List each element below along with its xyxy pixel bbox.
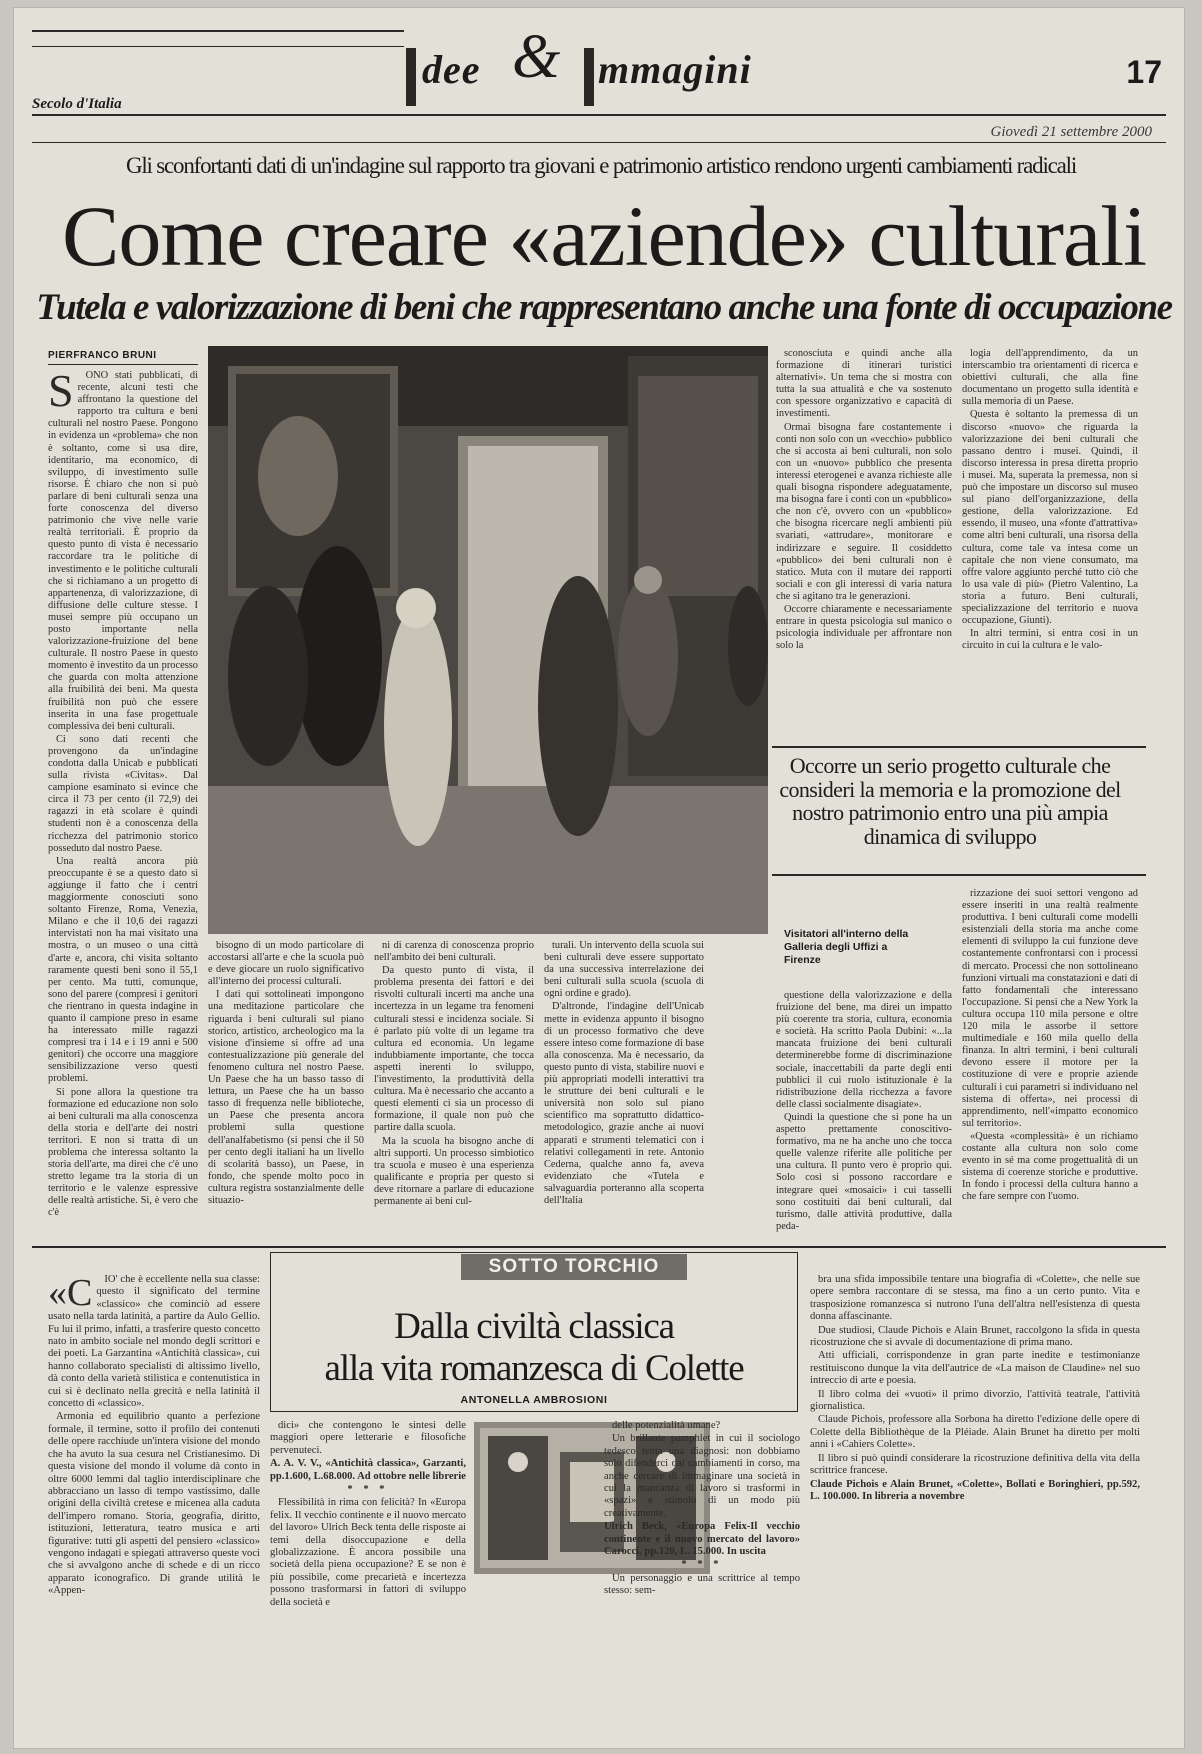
- paragraph: bra una sfida impossibile tentare una biografia di «Colette», che nelle sue opere sembra raccontare di se stessa, ma fino a un certo punto. Vita e trasposizione romanzesca si nutrono l'una dell'altra nell'esistenza di questa donna affascinante.: [810, 1274, 1140, 1323]
- dateline: Giovedì 21 settembre 2000: [990, 124, 1152, 140]
- subheadline: Tutela e valorizzazione di beni che rappresentano anche una fonte di occupazione: [36, 287, 1172, 328]
- review-column-1: [48, 1274, 260, 1744]
- date-rule: [32, 142, 1166, 143]
- paragraph: Il libro colma dei «vuoti» il primo divorzio, l'attività teatrale, l'attività giornalistica.: [810, 1388, 1140, 1413]
- newspaper-page: [14, 8, 1184, 1748]
- article-column-2: [208, 940, 364, 1236]
- review-column-2: [270, 1420, 466, 1744]
- section-bar-i: [406, 48, 416, 106]
- paragraph: «Questa «complessità» è un richiamo costante alla cultura non solo come evento in sé ma come progettualità di un sistema di coerenze storiche e produttive. In fondo i processi della cultura hanno a che fare sempre con l'uomo.: [962, 1130, 1138, 1203]
- pull-quote: Occorre un serio progetto culturale che consideri la memoria e la promozione del nostro patrimonio entro una più ampia dinamica di sviluppo: [779, 753, 1121, 849]
- separator-stars: * * *: [681, 1559, 723, 1571]
- paragraph: Flessibilità in rima con felicità? In «Europa felix. Il vecchio continente e il nuovo mercato del lavoro» Ulrich Beck tenta delle risposte ai temi della disoccupazione e della globalizzazione. È ancora possibile una società della piena occupazione? E se non è più possibile, come precarietà e incertezza possono trasformarsi in fattori di sviluppo della società e: [270, 1497, 466, 1608]
- section-title-immagini: mmagini: [598, 47, 752, 92]
- section-label: SOTTO TORCHIO: [461, 1254, 687, 1280]
- article-column-4: [544, 940, 704, 1236]
- review-title: [270, 1306, 798, 1390]
- paragraph: ni di carenza di conoscenza proprio nell'ambito dei beni culturali.: [374, 940, 534, 964]
- review-byline: ANTONELLA AMBROSIONI: [460, 1394, 608, 1406]
- photo-caption: Visitatori all'interno della Galleria degli Uffizi a Firenze: [784, 928, 909, 966]
- paragraph: sconosciuta e quindi anche alla formazione di itinerari turistici alternativi». Un tema che si mostra con tutta la sua attualità e che va sostenuto con spessore organizzativo e capacità di investimenti.: [776, 348, 952, 420]
- headline: Come creare «aziende» culturali: [61, 188, 1147, 284]
- paragraph: Ma la scuola ha bisogno anche di altri supporti. Un processo simbiotico tra scuola e museo è una esperienza qualificante e propria per questo si deve ritornare a parlare di educazione permanente ai beni cul-: [374, 1135, 534, 1207]
- section-divider: [32, 1246, 1166, 1248]
- section-ampersand: &: [512, 23, 561, 91]
- review-title-line-1: Dalla civiltà classica: [394, 1306, 674, 1347]
- pull-quote-rule-bottom: [772, 874, 1146, 876]
- review-column-4: [810, 1274, 1140, 1744]
- paper-name: Secolo d'Italia: [32, 96, 122, 112]
- section-title-idee: dee: [422, 47, 481, 92]
- paragraph: Un brillante pamphlet in cui il sociologo tedesco tenta una diagnosi: non dobbiamo solo difenderci dai cambiamenti in corso, ma anche cercare di immaginare una società in cui la mancanza di lavoro si trasformi in «spazi» e stimolo di un modo più creativamente.: [604, 1433, 800, 1519]
- dropcap: «C: [48, 1274, 93, 1314]
- book-note: A. A. V. V., «Antichità classica», Garzanti, pp.1.600, L.68.000. Ad ottobre nelle librerie: [270, 1458, 466, 1482]
- paragraph: Due studiosi, Claude Pichois e Alain Brunet, raccolgono la sfida in questa ricostruzione che si avvale di documentazione di prima mano.: [810, 1324, 1140, 1349]
- paragraph: Armonia ed equilibrio quanto a perfezione formale, il termine, sotto il profilo dei contenuti delle opere racchiude un'intera visione del mondo che ha avuto la sua cesura nel Cristianesimo. Di questa visione del mondo il volume dà conto in oltre 6000 lemmi dal taglio interdisciplinare che abbracciano un lasso di tempo vastissimo, dalle origini della civiltà cretese e micenea alla caduta dell'impero romano. Storia, geografia, diritto, istituzioni, letteratura, teatro musica e arti figurative: tutti gli aspetti del pensiero «classico» vengono indagati e spiegati attraverso queste voci che si avvalgono anche di schede e di un ricco apparato iconografico. Di grande utilità le «Appen-: [48, 1411, 260, 1597]
- article-column-1: [48, 370, 198, 1250]
- article-column-6-bottom: [962, 888, 1138, 1236]
- pull-quote-rule-top: [772, 746, 1146, 748]
- paragraph: Ci sono dati recenti che provengono da un'indagine condotta dalla Unicab e pubblicati sulla rivista «Civitas». Dal campione esaminato si evince che circa il 73 per cento (il 72,9) dei ragazzi in età scolare è quindi studenti non è a conoscenza della ricchezza del patrimonio storico posseduto dal nostro Paese.: [48, 733, 198, 854]
- review-column-3: [604, 1420, 800, 1744]
- paragraph: delle potenzialità umane?: [612, 1420, 721, 1431]
- article-column-3: [374, 940, 534, 1236]
- dropcap: S: [48, 370, 74, 416]
- article-column-6-top: [962, 348, 1138, 732]
- paragraph: turali. Un intervento della scuola sui beni culturali deve essere supportato da una successiva interrelazione dei beni culturali sulla scuola (scuola di ogni ordine e grado).: [544, 940, 704, 1000]
- paragraph: dici» che contengono le sintesi delle maggiori opere letterarie e filosofiche pervenuteci.: [270, 1420, 466, 1456]
- paragraph: Claude Pichois, professore alla Sorbona ha diretto l'edizione delle opere di Colette della Bibliothèque de la Pléiade. Alain Brunet ha diretto per molti anni i «Cahiers Colette».: [810, 1414, 1140, 1451]
- paragraph: bisogno di un modo particolare di accostarsi all'arte e che la scuola può e deve giocare un ruolo significativo all'interno dei processi culturali.: [208, 940, 364, 988]
- paragraph: IO' che è eccellente nella sua classe: questo il significato del termine «classico» che cominciò ad essere usato nella tarda latinità, a partire da Aulo Gellio. Fu lui il primo, infatti, a trasferire questo concetto nato in ambito sociale nel mondo degli scrittori e dei poeti. La Garzantina «Antichità classica», cui hanno collaborato specialisti di altissimo livello, dà conto della varietà stilistica e contenutistica in cui si è declinato nella grecità e nella latinità il concetto di «classico».: [48, 1274, 260, 1410]
- byline: PIERFRANCO BRUNI: [48, 350, 157, 361]
- byline-rule: [48, 364, 198, 365]
- paragraph: Atti ufficiali, corrispondenze in gran parte inedite e testimonianze restituiscono dunque la vita dell'autrice de «La maison de Claudine» nel suo intreccio di arte e poesia.: [810, 1350, 1140, 1387]
- paragraph: rizzazione dei suoi settori vengono ad essere inseriti in una realtà realmente produttiva. I beni culturali come modelli esistenziali della storia ma anche come elementi di sviluppo la cui funzione deve costantemente confrontarsi con i processi di mercato. Processi che non sottolineano funzioni virtuali ma constatazioni e dati di fatto fondamentali che interessano l'occupazione. Si pensi che a New York la cultura occupa 110 mila persone e oltre 120 mila le assorbe il settore multimediale e 160 mila quello della finanza. In altri termini, i beni culturali devono essere il motore per la costituzione di vere e proprie aziende culturali i cui parametri si individuano nel sistema di offerta», nei processi di apprendimento, nell'«impatto economico sul territorio».: [962, 888, 1138, 1129]
- review-title-line-2: alla vita romanzesca di Colette: [324, 1348, 744, 1389]
- masthead-rule-top: [32, 30, 404, 32]
- book-note: Claude Pichois e Alain Brunet, «Colette», Bollati e Boringhieri, pp.592, L. 100.000. In libreria a novembre: [810, 1478, 1140, 1502]
- paragraph: D'altronde, l'indagine dell'Unicab mette in evidenza appunto il bisogno di un processo formativo che deve essere inteso come formazione di base alla conoscenza. Ma è necessario, da questo punto di vista, stabilire nuovi e più appropriati modelli interattivi tra le strutture dei beni culturali e le università non solo sul piano scientifico ma soprattutto didattico-metodologico, grazie anche ai nuovi apparati e strumenti telematici con i relativi collegamenti in rete. Antonio Cederna, qualche anno fa, aveva evidenziato che «Tutela e salvaguardia porteranno alla scoperta dell'Italia: [544, 1001, 704, 1206]
- section-bar-i2: [584, 48, 594, 106]
- masthead-rule-bottom: [32, 114, 1166, 116]
- paragraph: Un personaggio e una scrittrice al tempo stesso: sem-: [604, 1572, 800, 1597]
- masthead-rule-top-thin: [32, 46, 404, 47]
- paragraph: Occorre chiaramente e necessariamente entrare in questa psicologia sul manico o psicologia individuale per affrontare non solo la: [776, 603, 952, 652]
- paragraph: Da questo punto di vista, il problema presenta dei fattori e dei risvolti culturali incerti ma anche una incertezza in un legame tra fenomeni culturali stessi e incidenza sociale. Si è parlato più volte di un legame tra cultura ed economia. Un legame indubbiamente importante, che tocca aspetti inerenti lo sviluppo, l'investimento, la produttività della cultura. Ma è necessario che accanto a questi elementi ci sia un processo di formazione, il quale non può che partire dalla scuola.: [374, 965, 534, 1134]
- book-note: Ulrich Beck, «Europa Felix-Il vecchio continente e il nuovo mercato del lavoro» Carocci, pp.120, L. 15.000. In uscita: [604, 1521, 800, 1558]
- paragraph: Quindi la questione che si pone ha un aspetto prettamente conoscitivo-formativo, ma ne ha anche uno che tocca quelle valenze riferite alle politiche per una cultura. Il punto vero è proprio qui. Solo così si possono raccordare e integrare quei «mosaici» i cui tasselli sono costituiti dai beni culturali, dal turismo, dalle attività produttive, dalla peda-: [776, 1111, 952, 1232]
- kicker: Gli sconfortanti dati di un'indagine sul rapporto tra giovani e patrimonio artistico rendono urgenti cambiamenti radicali: [125, 153, 1077, 178]
- paragraph: Questa è soltanto la premessa di un discorso «nuovo» che riguarda la valorizzazione dei beni culturali che passano dentro i musei. Quindi, il discorso interessa in presa diretta proprio i musei. Ma, superata la premessa, non si può che impostare un discorso sul museo sul piano dell'organizzazione, della gestione, della valorizzazione. Ed essendo, il museo, una «fonte d'attrattiva» come altri beni culturali, una risorsa della cultura, come tale va intesa come un capitale che non viene consumato, ma offre valore aggiunto perché tutto ciò che lo usa vale di più» (Pietro Valentino, La storia a futuro. Beni culturali, specializzazione del territorio e nuova occupazione, Giunti).: [962, 409, 1138, 627]
- paragraph: Si pone allora la questione tra formazione ed educazione non solo ai beni culturali ma alla conoscenza della storia e dell'arte dei nostri territori. E non si tratta di un problema che interessa soltanto la storia dell'arte, ma direi che c'è uno stretto legame tra la storia di un territorio e le valenze espressive delle realtà artistiche. Si, è vero che c'è: [48, 1086, 198, 1219]
- separator-stars: * * *: [347, 1484, 389, 1496]
- paragraph: Ormai bisogna fare costantemente i conti non solo con un «vecchio» pubblico che si accosta ai beni culturali, non solo con un «nuovo» pubblico che presenta interessi eterogenei e avanza richieste alle quali bisogna rispondere adeguatamente, ma bisogna fare i conti con un «pubblico» che non c'è, ovvero con un «pubblico» che bisogna ricercare negli ambienti più svariati, «attrudare», monitorare e indirizzare e seguire. Il cosiddetto «pubblico» dei beni culturali non è statico. Muta con il mutare dei rapporti sociali e con gli interessi di varia natura che si agitano tra le generazioni.: [776, 421, 952, 602]
- paragraph: In altri termini, si entra così in un circuito in cui la cultura e le valo-: [962, 628, 1138, 652]
- paragraph: logia dell'apprendimento, da un interscambio tra orientamenti di ricerca e obiettivi culturali, che alla fine documentano un progetto sulla identità e sulla memoria di un Paese.: [962, 348, 1138, 408]
- article-column-5-top: [776, 348, 952, 732]
- paragraph: ONO stati pubblicati, di recente, alcuni testi che affrontano la questione del rapporto tra cultura e beni culturali nel nostro Paese. Pongono in evidenza un «problema» che non è soltanto, come si usa dire, identitario, ma economico, di sviluppo, di investimento sulle risorse. È chiaro che non si può parlare di beni culturali senza una forte conoscenza del diverso patrimonio che vive nelle varie realtà territoriali. È proprio da questo punto di vista è necessario raccordare tra le politiche di investimento e le politiche culturali che si richiamano a un progetto di appartenenza, di valorizzazione, di diffusione delle culture stesse. I musei sempre più occupano un posto importante nella valorizzazione-fruizione del bene culturale. Il nostro Paese in questo momento è investito da un processo che guarda con molta attenzione alla fruibilità dei beni. Ma questa fruibilità non può che essere inserita in una fase progettuale complessiva dei beni culturali.: [48, 370, 198, 732]
- paragraph: Una realtà ancora più preoccupante è se a questo dato si aggiunge il fatto che i centri maggiormente conosciuti sono soltanto Firenze, Roma, Venezia, Milano e che il 10,6 dei ragazzi intervistati non ha mai visitato una mostra, o un museo o una città d'arte e, ancora, chi visita soltanto raramente questi beni sono il 55,1 per cento. Ma tutti, comunque, sono del parere (compresi i genitori che rientrano in questa indagine in quanto il campione preso in esame ha interessato mille ragazzi compresi tra i 14 e i 19 anni e 500 genitori) che occorre una maggiore sensibilizzazione verso questi problemi.: [48, 855, 198, 1085]
- paragraph: questione della valorizzazione e della fruizione del bene, ma direi un impatto più coerente tra storia, cultura, economia e società. Ha scritto Paola Dubini: «...la mancata fruizione dei beni culturali determinerebbe forme di discriminazione sociale, inaccettabili da parte degli enti pubblici il cui ruolo istituzionale è la ridistribuzione della ricchezza a favore delle classi socialmente disagiate».: [776, 990, 952, 1110]
- article-column-5-bottom: [776, 990, 952, 1236]
- page-number: 17: [1126, 54, 1162, 90]
- paragraph: I dati qui sottolineati impongono una meditazione particolare che riguarda i beni culturali sul piano storico, artistico, archeologico ma la visione d'insieme si offre ad una contestualizzazione più generale del fenomeno cultura nel nostro Paese. Un Paese che ha un basso tasso di lettura, un Paese che ha un basso tasso di frequenza nelle biblioteche, un Paese che presenta ancora problemi sulla questione dell'analfabetismo (si pensi che il 50 per cento degli italiani ha un livello di scolarità basso), un Paese, in fondo, che spende molto poco in cultura registra sostanzialmente delle situazio-: [208, 989, 364, 1206]
- paragraph: Il libro si può quindi considerare la ricostruzione definitiva della vita della scrittrice francese.: [810, 1452, 1140, 1477]
- uffizi-photo: [208, 346, 768, 934]
